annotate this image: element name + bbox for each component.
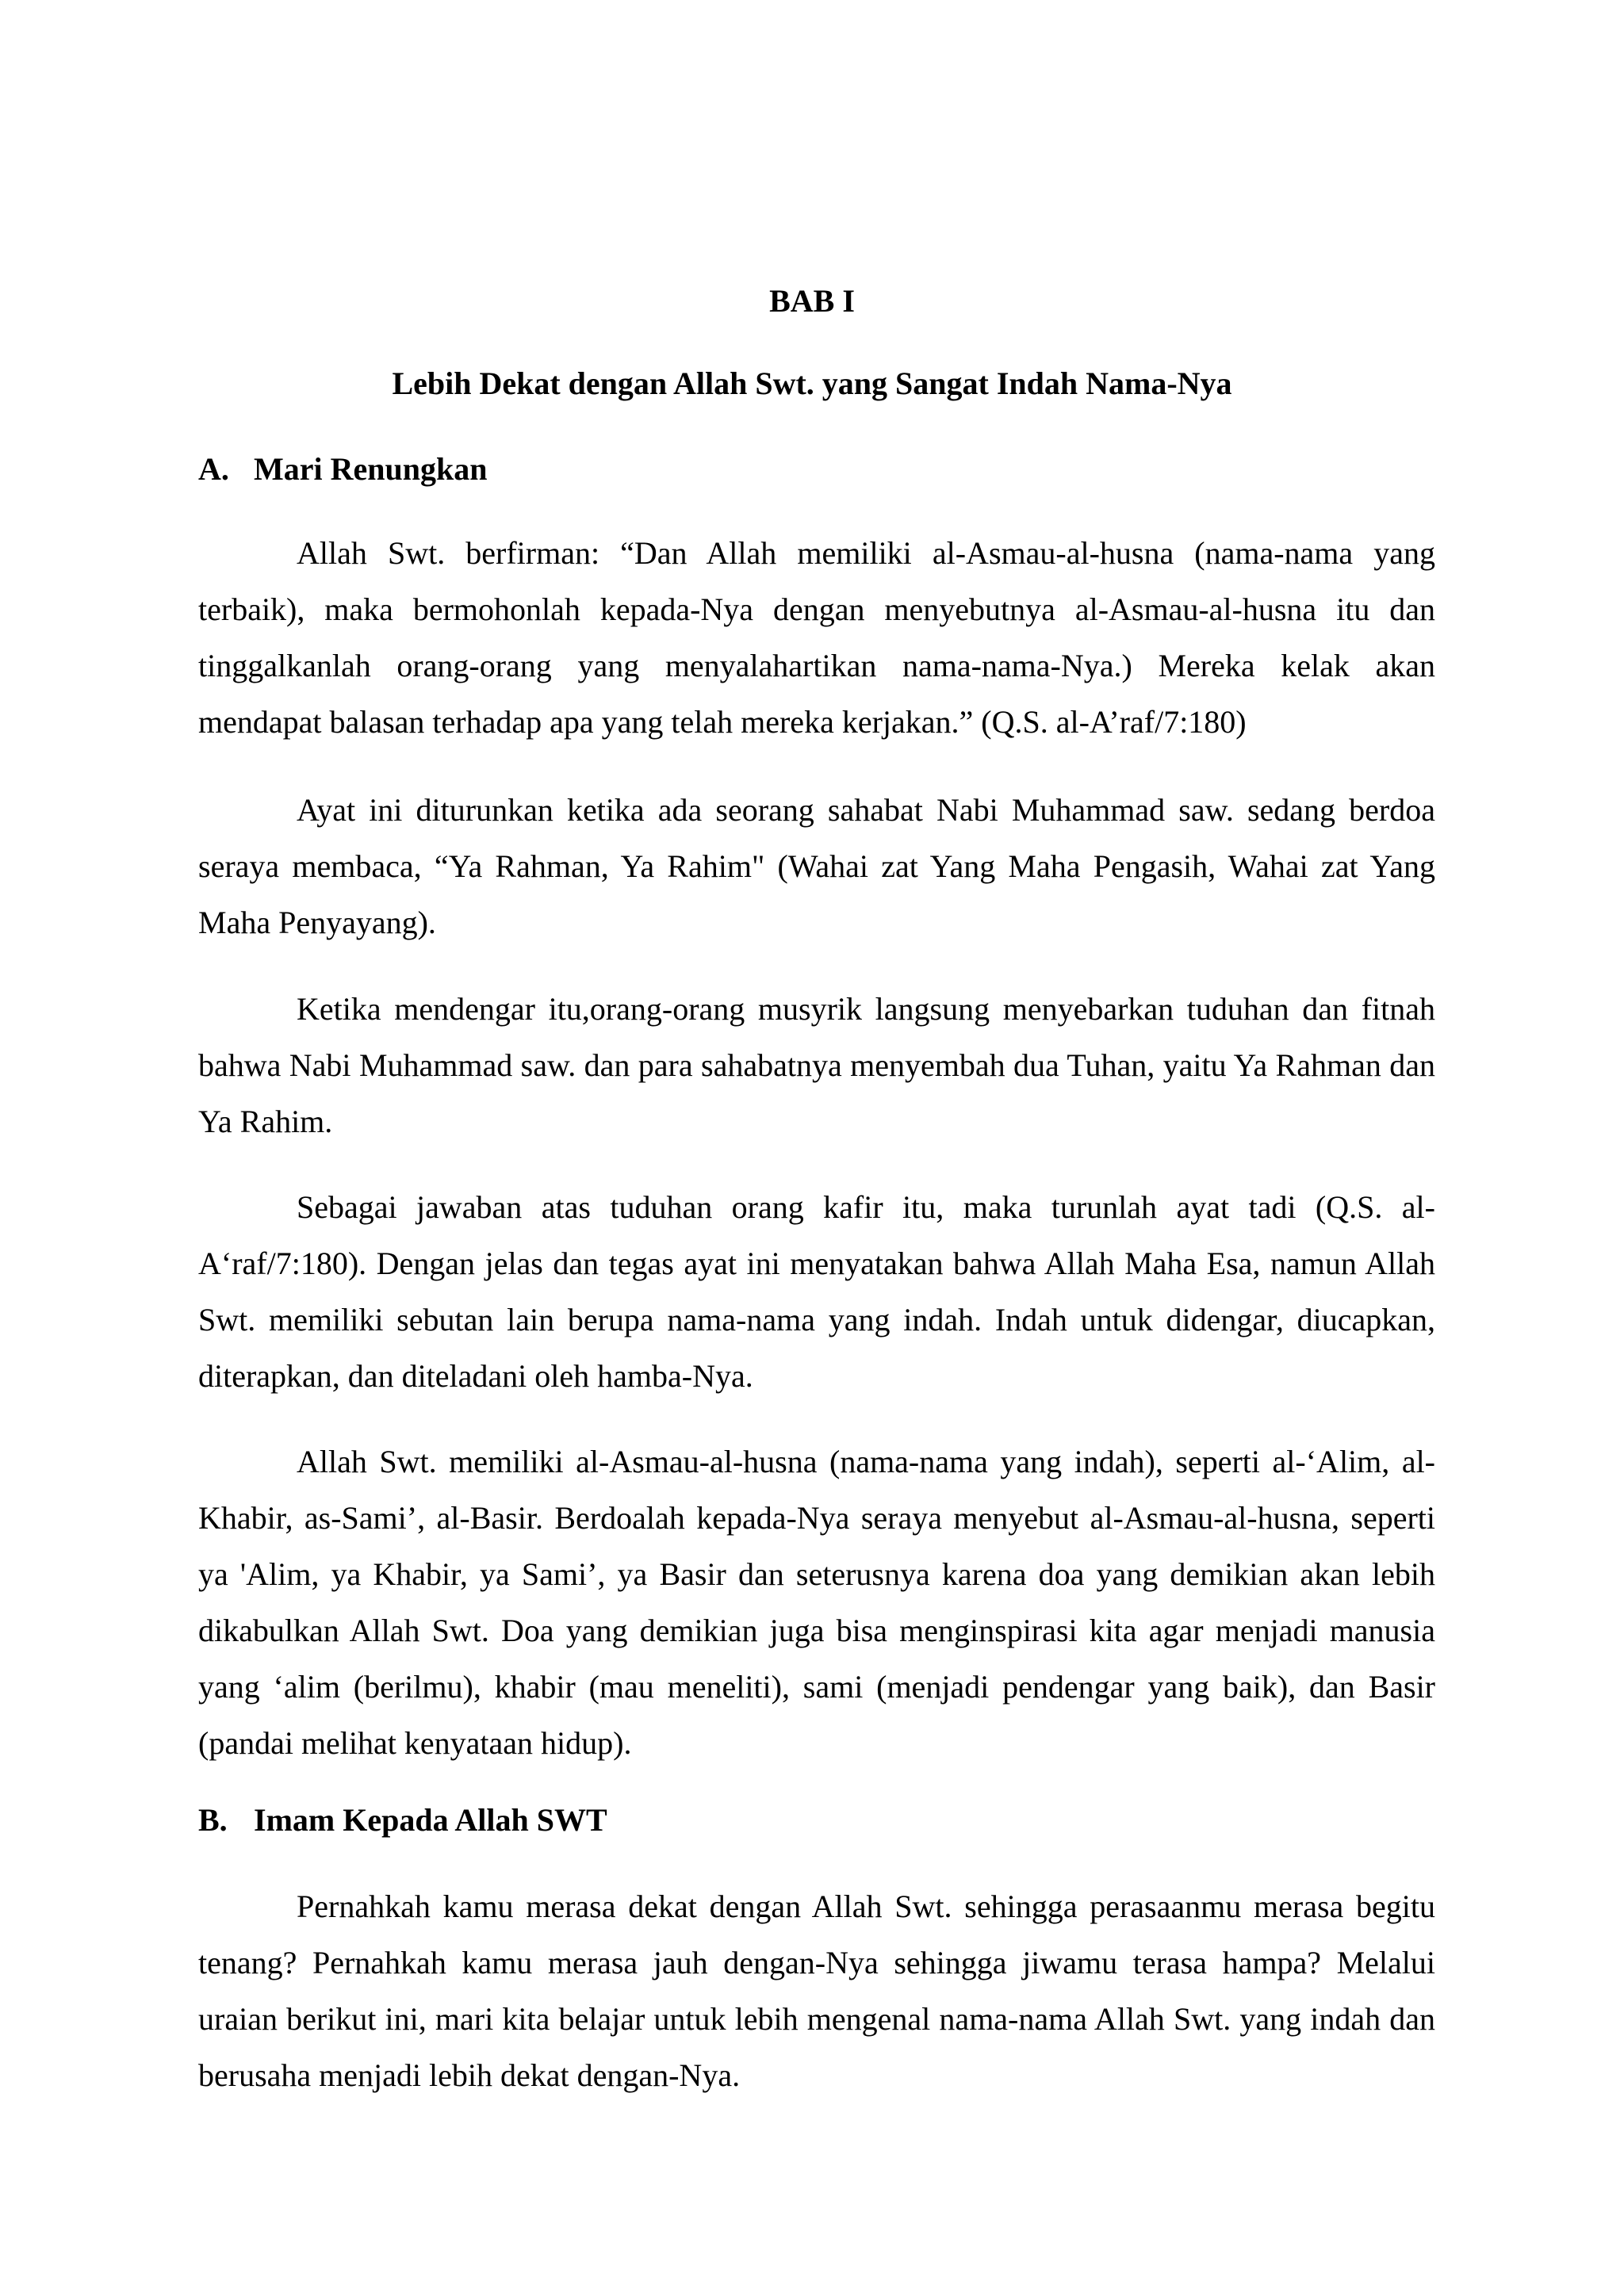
paragraph: Allah Swt. memiliki al-Asmau-al-husna (nama-nama yang indah), seperti al-‘Alim, al-Khabir, as-Sami’, al-Basir. Berdoalah kepada-Nya seraya menyebut al-Asmau-al-husna, seperti ya 'Alim, ya Khabir, ya Sami’, ya Basir dan seterusnya karena doa yang demikian akan lebih dikabulkan Allah Swt. Doa yang demikian juga bisa menginspirasi kita agar menjadi manusia yang ‘alim (berilmu), khabir (mau meneliti), sami (menjadi pendengar yang baik), dan Basir (pandai melihat kenyataan hidup). bbox=[198, 1444, 1435, 1761]
chapter-number: BAB I bbox=[769, 283, 855, 319]
section-heading-b bbox=[198, 1801, 607, 1839]
section-marker: B. bbox=[198, 1802, 228, 1838]
paragraph: Ketika mendengar itu,orang-orang musyrik langsung menyebarkan tuduhan dan fitnah bahwa Nabi Muhammad saw. dan para sahabatnya menyembah dua Tuhan, yaitu Ya Rahman dan Ya Rahim. bbox=[198, 991, 1435, 1139]
paragraph: Ayat ini diturunkan ketika ada seorang sahabat Nabi Muhammad saw. sedang berdoa seraya membaca, “Ya Rahman, Ya Rahim" (Wahai zat Yang Maha Pengasih, Wahai zat Yang Maha Penyayang). bbox=[198, 792, 1435, 940]
paragraph: Pernahkah kamu merasa dekat dengan Allah Swt. sehingga perasaanmu merasa begitu tenang? Pernahkah kamu merasa jauh dengan-Nya sehingga jiwamu terasa hampa? Melalui uraian berikut ini, mari kita belajar untuk lebih mengenal nama-nama Allah Swt. yang indah dan berusaha menjadi lebih dekat dengan-Nya. bbox=[198, 1888, 1435, 2093]
section-title: Imam Kepada Allah SWT bbox=[254, 1802, 607, 1838]
section-marker: A. bbox=[198, 451, 229, 487]
section-title: Mari Renungkan bbox=[254, 451, 488, 487]
chapter-title: Lebih Dekat dengan Allah Swt. yang Sangat Indah Nama-Nya bbox=[392, 365, 1232, 401]
section-heading-a bbox=[198, 450, 488, 488]
paragraph: Sebagai jawaban atas tuduhan orang kafir itu, maka turunlah ayat tadi (Q.S. al-A‘raf/7:180). Dengan jelas dan tegas ayat ini menyatakan bahwa Allah Maha Esa, namun Allah Swt. memiliki sebutan lain berupa nama-nama yang indah. Indah untuk didengar, diucapkan, diterapkan, dan diteladani oleh hamba-Nya. bbox=[198, 1189, 1435, 1394]
paragraph: Allah Swt. berfirman: “Dan Allah memiliki al-Asmau-al-husna (nama-nama yang terbaik), maka bermohonlah kepada-Nya dengan menyebutnya al-Asmau-al-husna itu dan tinggalkanlah orang-orang yang menyalahartikan nama-nama-Nya.) Mereka kelak akan mendapat balasan terhadap apa yang telah mereka kerjakan.” (Q.S. al-A’raf/7:180) bbox=[198, 535, 1435, 740]
